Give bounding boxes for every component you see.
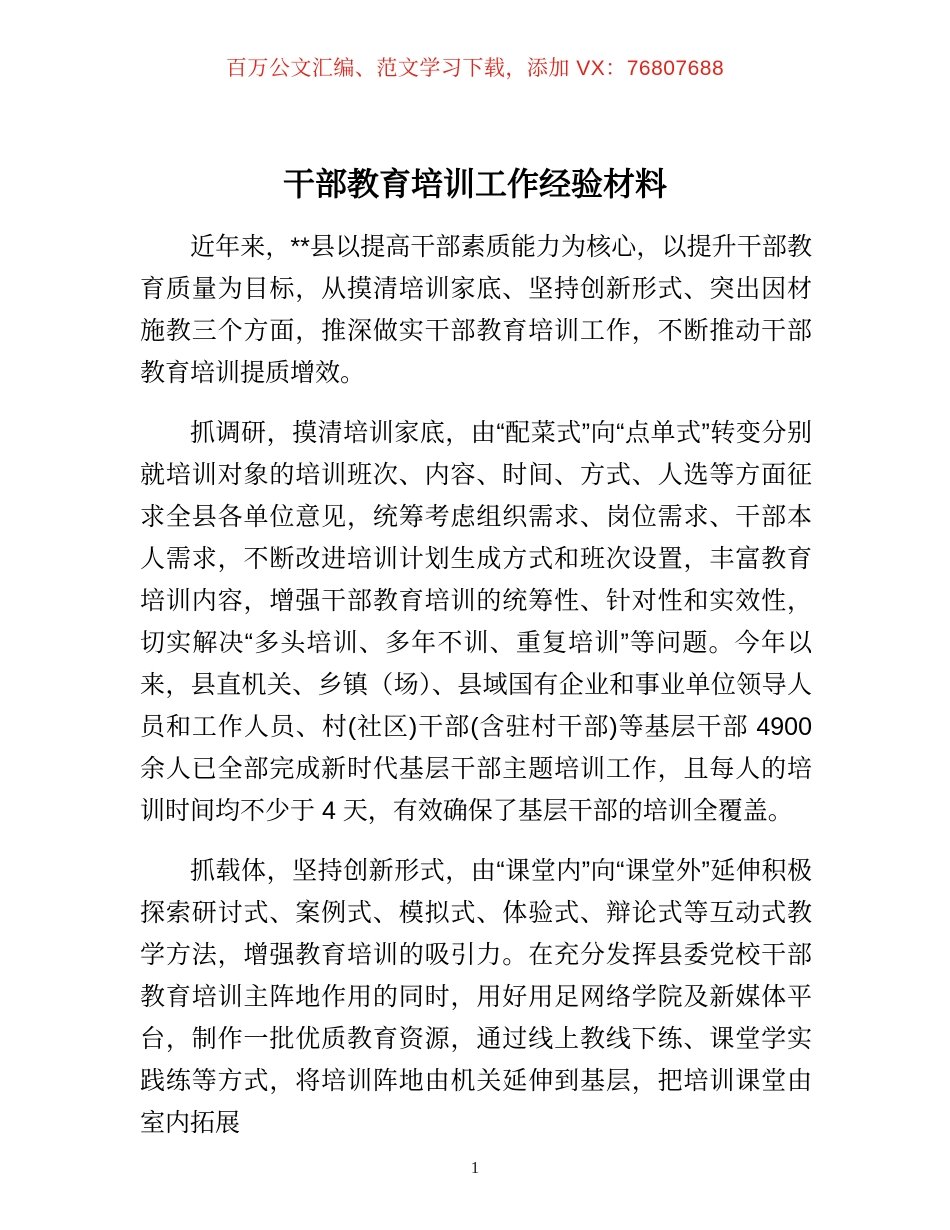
- promo-notice: 百万公文汇编、范文学习下载，添加 VX：76807688: [225, 57, 725, 80]
- document-body: [140, 226, 812, 1144]
- document-title: 干部教育培训工作经验材料: [282, 166, 667, 202]
- page-number: 1: [470, 1158, 480, 1177]
- body-paragraph: 近年来，**县以提高干部素质能力为核心，以提升干部教育质量为目标，从摸清培训家底、坚持创新形式、突出因材施教三个方面，推深做实干部教育培训工作，不断推动干部教育培训提质增效。: [140, 233, 812, 387]
- body-paragraph: 抓调研，摸清培训家底，由“配菜式”向“点单式”转变分别就培训对象的培训班次、内容、时间、方式、人选等方面征求全县各单位意见，统筹考虑组织需求、岗位需求、干部本人需求，不断改进培训计划生成方式和班次设置，丰富教育培训内容，增强干部教育培训的统筹性、针对性和实效性，切实解决“多头培训、多年不训、重复培训”等问题。今年以来，县直机关、乡镇（场）、县域国有企业和事业单位领导人员和工作人员、村(社区)干部(含驻村干部)等基层干部 4900 余人已全部完成新时代基层干部主题培训工作，且每人的培训时间均不少于 4 天，有效确保了基层干部的培训全覆盖。: [140, 419, 812, 825]
- body-paragraph: 抓载体，坚持创新形式，由“课堂内”向“课堂外”延伸积极探索研讨式、案例式、模拟式、体验式、辩论式等互动式教学方法，增强教育培训的吸引力。在充分发挥县委党校干部教育培训主阵地作用的同时，用好用足网络学院及新媒体平台，制作一批优质教育资源，通过线上教线下练、课堂学实践练等方式，将培训阵地由机关延伸到基层，把培训课堂由室内拓展: [140, 857, 812, 1137]
